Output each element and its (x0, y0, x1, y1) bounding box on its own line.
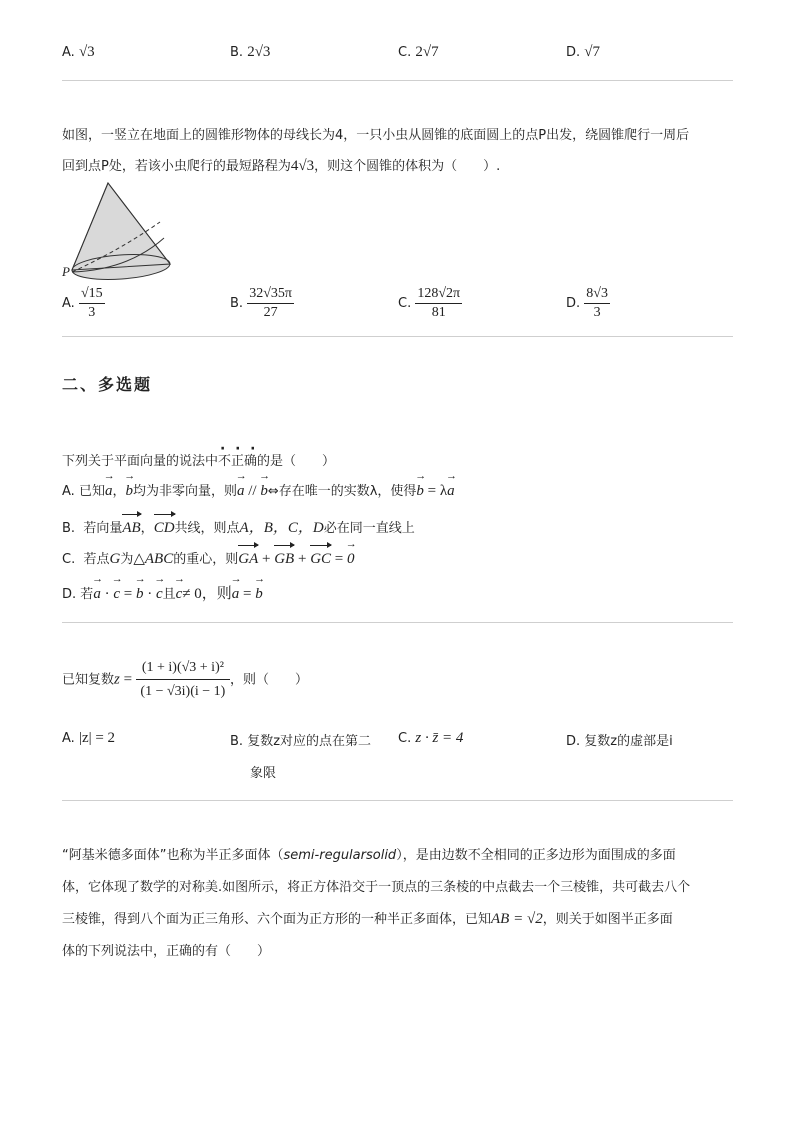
cone-point-p-label: P (62, 264, 70, 279)
vector-question-stem: 下列关于平面向量的说法中不正确 · · ·的是（ ） (62, 450, 335, 469)
archimedes-question-line4: 体的下列说法中，正确的有（ ） (62, 944, 271, 959)
archimedes-question-line1: “阿基米德多面体”也称为半正多面体（semi-regularsolid），是由边数不全相同的正多边形为面围成的多面 (62, 848, 676, 863)
vector-option-b: B. 若向量AB ，CD 共线，则点A，B，C，D必在同一直线上 (62, 516, 415, 537)
complex-option-b-cont: 象限 (250, 766, 277, 781)
cone-option-a: A. $\frac{√15}{3}$ (62, 286, 103, 320)
cone-option-c: C. $\frac{128√2\pi}{81}$ (398, 286, 461, 320)
vector-option-c: C. 若点G为△ABC的重心，则GA + GB + GC = → 0 (62, 548, 355, 568)
prev-option-d: D. √7 (566, 44, 601, 60)
section-title: 二、多选题 (62, 375, 153, 394)
prev-option-a: A. √3 (62, 44, 95, 60)
divider (62, 622, 733, 623)
cone-question-line2: 回到点P处，若该小虫爬行的最短路程为4√3，则这个圆锥的体积为（ ）. (62, 158, 501, 174)
complex-question-stem: 已知复数z = $\frac{\text{(1 + i)(√3 + i)²}}{(1 - √3i)(i - 1)}$ ，则（ ） (62, 660, 308, 699)
complex-option-a: A. |z| = 2 (62, 730, 116, 746)
divider (62, 336, 733, 337)
prev-option-c: C. 2√7 (398, 44, 439, 60)
archimedes-question-line3: 三棱锥，得到八个面为正三角形、六个面为正方形的一种半正多面体，已知AB = √2，则关于如图半正多面 (62, 911, 673, 927)
vector-option-d: D. 若→ a · → c = → b · → c且→ c≠ 0，则→ a = → b (62, 582, 263, 603)
cone-option-b: B. $\frac{32√35\pi}{27}$ (230, 286, 292, 320)
divider (62, 800, 733, 801)
divider (62, 80, 733, 81)
cone-figure (60, 180, 180, 285)
prev-option-b: B. 2√3 (230, 44, 271, 60)
archimedes-question-line2: 体，它体现了数学的对称美.如图所示，将正方体沿交于一顶点的三条棱的中点截去一个三棱锥，共可截去八个 (62, 880, 691, 895)
vector-option-a: A. 已知→ a，→ b均为非零向量，则→ a // → b⇔存在唯一的实数λ，使得→ b = λ→ a (62, 480, 455, 500)
complex-option-b: B. 复数z对应的点在第二 (230, 734, 372, 749)
complex-fraction: $\frac{\text{(1 + i)(√3 + i)²}}{(1 - √3i)(i - 1)}$ (136, 660, 230, 700)
complex-option-d: D. 复数z的虚部是i (566, 734, 673, 749)
cone-option-d: D. $\frac{8√3}{3}$ (566, 286, 608, 320)
cone-question-line1: 如图，一竖立在地面上的圆锥形物体的母线长为4，一只小虫从圆锥的底面圆上的点P出发，绕圆锥爬行一周后 (62, 128, 690, 143)
complex-option-c: C. z · z̄ = 4 (398, 730, 464, 746)
